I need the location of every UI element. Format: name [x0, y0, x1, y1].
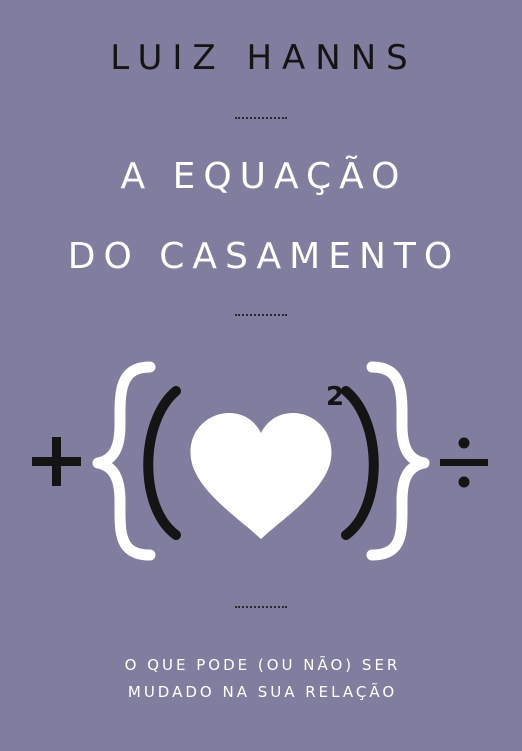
author-name: LUIZ HANNS — [110, 38, 418, 78]
right-brace-icon — [372, 367, 424, 555]
heart-icon — [191, 413, 332, 539]
plus-icon — [32, 437, 81, 486]
subtitle-line-1: O QUE PODE (OU NÃO) SER — [124, 656, 401, 674]
left-paren-icon — [148, 391, 176, 535]
exponent-label: 2 — [326, 382, 345, 412]
divider-middle — [235, 314, 287, 316]
divider-top — [235, 117, 287, 119]
equation-illustration — [0, 355, 522, 570]
title-line-1: A EQUAÇÃO — [120, 156, 408, 197]
left-brace-icon — [98, 367, 150, 555]
title-line-2: DO CASAMENTO — [67, 236, 461, 277]
subtitle-line-2: MUDADO NA SUA RELAÇÃO — [127, 683, 398, 701]
divider-bottom — [235, 606, 287, 608]
divide-icon — [440, 438, 488, 488]
right-paren-icon — [346, 391, 374, 535]
